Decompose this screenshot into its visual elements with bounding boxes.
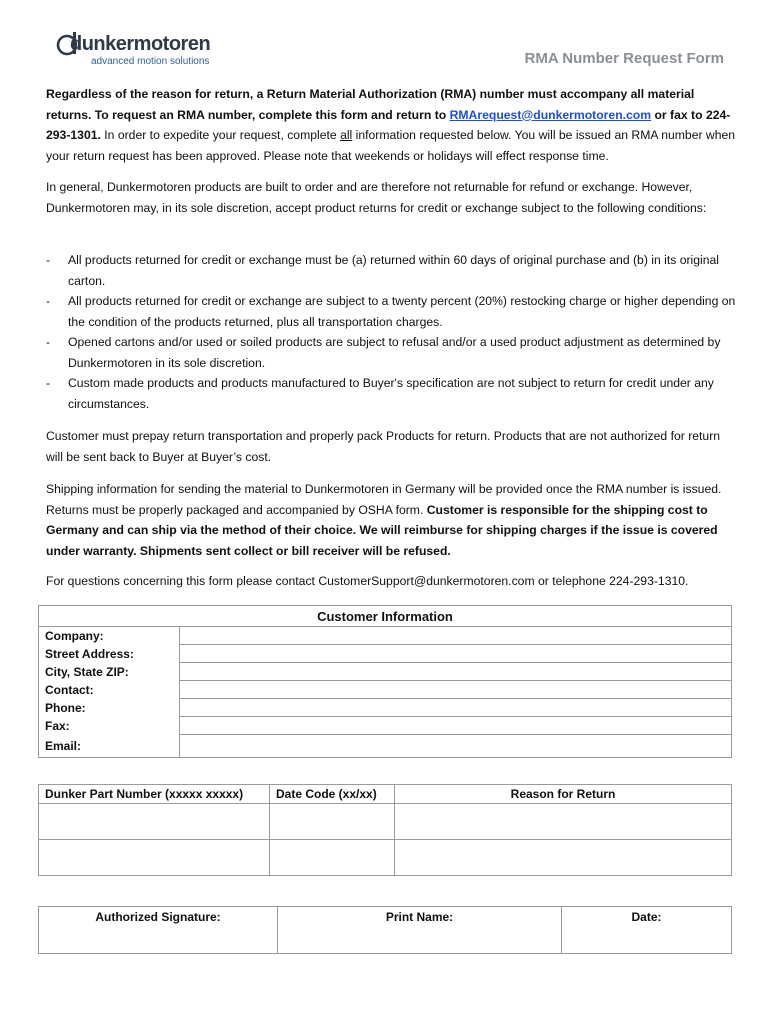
prepay-paragraph: Customer must prepay return transportation and properly pack Products for return. Products that are not authorized for return will be sent back to Buyer at Buyer’s cost.: [46, 429, 721, 464]
rma-email-link[interactable]: RMArequest@dunkermotoren.com: [449, 107, 652, 122]
company-field[interactable]: [180, 627, 732, 645]
fax-field[interactable]: [180, 717, 732, 735]
fax-label: Fax:: [39, 717, 180, 735]
authorized-signature-field[interactable]: [39, 927, 278, 954]
intro-all-word: all: [340, 128, 353, 142]
shipping-bold-text: Customer is responsible for the shipping cost to Germany and can ship via the method of their choice. We will reimburse for shipping charges if the issue is covered under warranty. Shipments sent collect or bill receiver will be refused.: [46, 502, 718, 558]
date-code-cell[interactable]: [270, 804, 395, 840]
reason-cell[interactable]: [395, 804, 732, 840]
form-title: RMA Number Request Form: [524, 50, 724, 67]
date-code-header: Date Code (xx/xx): [270, 785, 395, 804]
condition-item: - Custom made products and products manufactured to Buyer's specification are not subject to return for credit under any circumstances.: [46, 373, 736, 414]
print-name-field[interactable]: [278, 927, 562, 954]
dash-bullet: -: [46, 335, 51, 349]
intro-bold-lead: Regardless of the reason for return, a Return Material Authorization (RMA) number must accompany all material returns. To request an RMA number, complete this form and return to: [46, 87, 695, 122]
condition-item: - Opened cartons and/or used or soiled products are subject to refusal and/or a used product adjustment as determined by Dunkermotoren in its sole discretion.: [46, 332, 736, 373]
email-field[interactable]: [180, 735, 732, 758]
intro-rest-1: In order to expedite your request, complete: [104, 128, 337, 142]
dash-bullet: -: [46, 294, 51, 308]
street-address-field[interactable]: [180, 645, 732, 663]
conditions-list: [46, 250, 736, 414]
parts-table: [38, 784, 732, 876]
shipping-paragraph: [46, 479, 736, 561]
company-label: Company:: [39, 627, 180, 645]
contact-label: Contact:: [39, 681, 180, 699]
phone-field[interactable]: [180, 699, 732, 717]
dash-bullet: -: [46, 376, 51, 390]
general-paragraph: In general, Dunkermotoren products are built to order and are therefore not returnable for refund or exchange. However, Dunkermotoren may, in its sole discretion, accept product returns for credit or exchange subject to the following conditions:: [46, 180, 707, 215]
date-code-cell[interactable]: [270, 840, 395, 876]
reason-cell[interactable]: [395, 840, 732, 876]
street-address-label: Street Address:: [39, 645, 180, 663]
phone-label: Phone:: [39, 699, 180, 717]
intro-fax-number: 224-293-1301.: [46, 107, 731, 142]
table-row: [39, 840, 732, 876]
authorized-signature-header: Authorized Signature:: [39, 907, 278, 928]
logo-tagline: advanced motion solutions: [91, 56, 210, 67]
date-field[interactable]: [562, 927, 732, 954]
shipping-normal-text: Shipping information for sending the material to Dunkermotoren in Germany will be provided once the RMA number is issued. Returns must be properly packaged and accompanied by OSHA form.: [46, 482, 722, 517]
customer-info-table: [38, 605, 732, 758]
condition-item: - All products returned for credit or exchange must be (a) returned within 60 days of original purchase and (b) in its original carton.: [46, 250, 736, 291]
date-header: Date:: [562, 907, 732, 928]
dash-bullet: -: [46, 253, 51, 267]
dunkermotoren-logo: [56, 30, 226, 70]
email-label: Email:: [39, 735, 180, 758]
intro-rest-2: information requested below. You will be issued an RMA number when your return request has been approved. Please note that weekends or holidays will effect response time.: [46, 128, 736, 163]
table-row: [39, 804, 732, 840]
intro-fax-prefix: or fax to: [654, 107, 703, 122]
intro-paragraph: [46, 84, 736, 166]
reason-header: Reason for Return: [395, 785, 732, 804]
city-state-zip-field[interactable]: [180, 663, 732, 681]
contact-field[interactable]: [180, 681, 732, 699]
contact-paragraph: For questions concerning this form please contact CustomerSupport@dunkermotoren.com or telephone 224-293-1310.: [46, 574, 689, 588]
part-number-cell[interactable]: [39, 840, 270, 876]
part-number-header: Dunker Part Number (xxxxx xxxxx): [39, 785, 270, 804]
print-name-header: Print Name:: [278, 907, 562, 928]
part-number-cell[interactable]: [39, 804, 270, 840]
condition-item: - All products returned for credit or exchange are subject to a twenty percent (20%) restocking charge or higher depending on the condition of the products returned, plus all transportation charges.: [46, 291, 736, 332]
signature-table: [38, 906, 732, 954]
logo-name: dunkermotoren: [70, 33, 211, 55]
customer-info-heading: Customer Information: [39, 606, 732, 627]
city-state-zip-label: City, State ZIP:: [39, 663, 180, 681]
